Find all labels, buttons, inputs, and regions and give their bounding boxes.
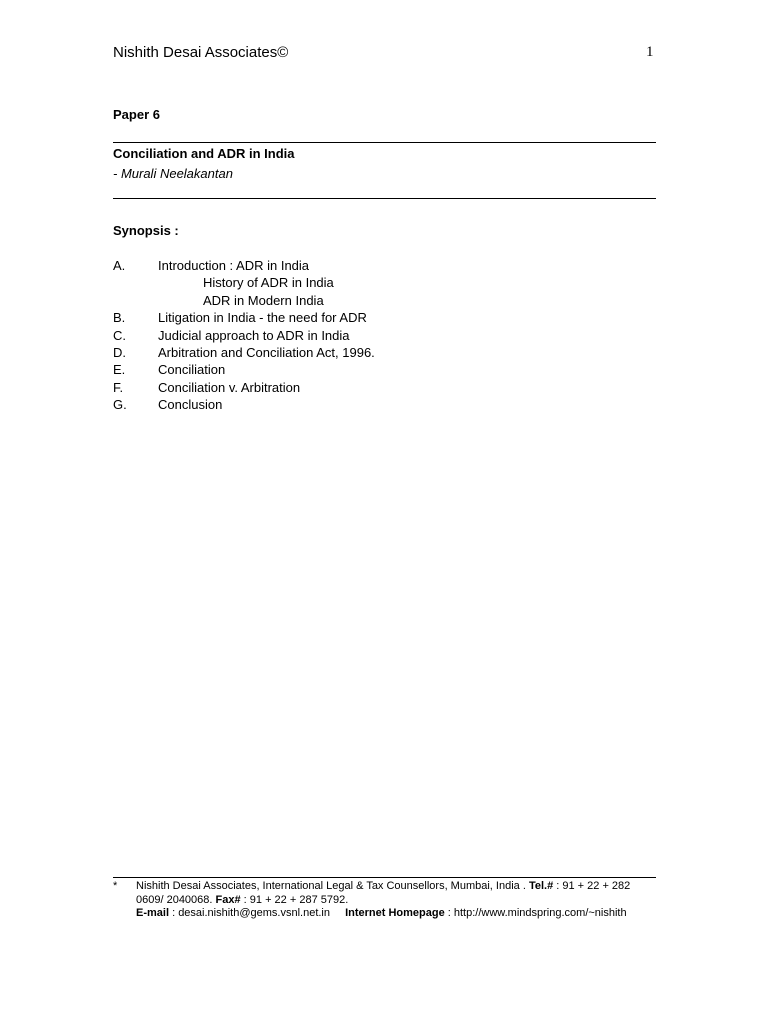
synopsis-item-text: Judicial approach to ADR in India <box>158 327 350 343</box>
synopsis-item-text: Arbitration and Conciliation Act, 1996. <box>158 344 375 360</box>
synopsis-subitem-text: History of ADR in India <box>203 275 334 291</box>
synopsis-item-letter: G. <box>113 397 127 413</box>
footnote-line-1 <box>136 880 658 894</box>
synopsis-item-text: Introduction : ADR in India <box>158 258 310 273</box>
footnote-mark: * <box>113 880 118 892</box>
paper-label: Paper 6 <box>113 107 160 122</box>
footnote-fax-value: : 91 + 22 + 287 5792. <box>243 893 349 906</box>
footnote-homepage-value[interactable]: : http://www.mindspring.com/~nishith <box>447 907 627 919</box>
footnote-tel-value-cont: 0609/ 2040068. <box>136 893 213 906</box>
synopsis-item-letter: A. <box>113 258 126 273</box>
synopsis-item-text: Litigation in India - the need for ADR <box>158 310 367 326</box>
footnote-homepage-label: Internet Homepage <box>345 907 445 919</box>
footnote-email-label: E-mail <box>136 907 170 919</box>
footnote-email-value[interactable]: : desai.nishith@gems.vsnl.net.in <box>172 907 330 919</box>
synopsis-item-letter: C. <box>113 327 126 343</box>
synopsis-heading: Synopsis : <box>113 223 179 238</box>
footnote-line-3 <box>136 907 658 921</box>
page-number: 1 <box>646 44 654 60</box>
footnote-line-2 <box>136 894 658 908</box>
synopsis-item-letter: D. <box>113 344 126 360</box>
paper-title: Conciliation and ADR in India <box>113 146 295 161</box>
synopsis-item-text: Conciliation v. Arbitration <box>158 379 301 395</box>
footnote-rule <box>113 877 656 878</box>
synopsis-subitem-text: ADR in Modern India <box>203 292 324 308</box>
footnote-fax-label: Fax# <box>215 893 241 906</box>
footnote-tel-value: : 91 + 22 + 282 <box>556 880 631 892</box>
paper-author: - Murali Neelakantan <box>113 166 233 181</box>
synopsis-item-letter: B. <box>113 310 126 326</box>
title-bottom-rule <box>113 198 656 199</box>
footnote-body <box>136 880 658 921</box>
synopsis-item-letter: E. <box>113 362 126 378</box>
header-firm-name: Nishith Desai Associates© <box>113 44 289 61</box>
synopsis-item-text: Conciliation <box>158 362 226 378</box>
title-top-rule <box>113 142 656 143</box>
synopsis-item-text: Conclusion <box>158 397 223 413</box>
footnote-tel-label: Tel.# <box>528 880 554 892</box>
footnote-firm-text: Nishith Desai Associates, International Legal & Tax Counsellors, Mumbai, India . <box>136 880 526 892</box>
synopsis-item-letter: F. <box>113 379 124 395</box>
